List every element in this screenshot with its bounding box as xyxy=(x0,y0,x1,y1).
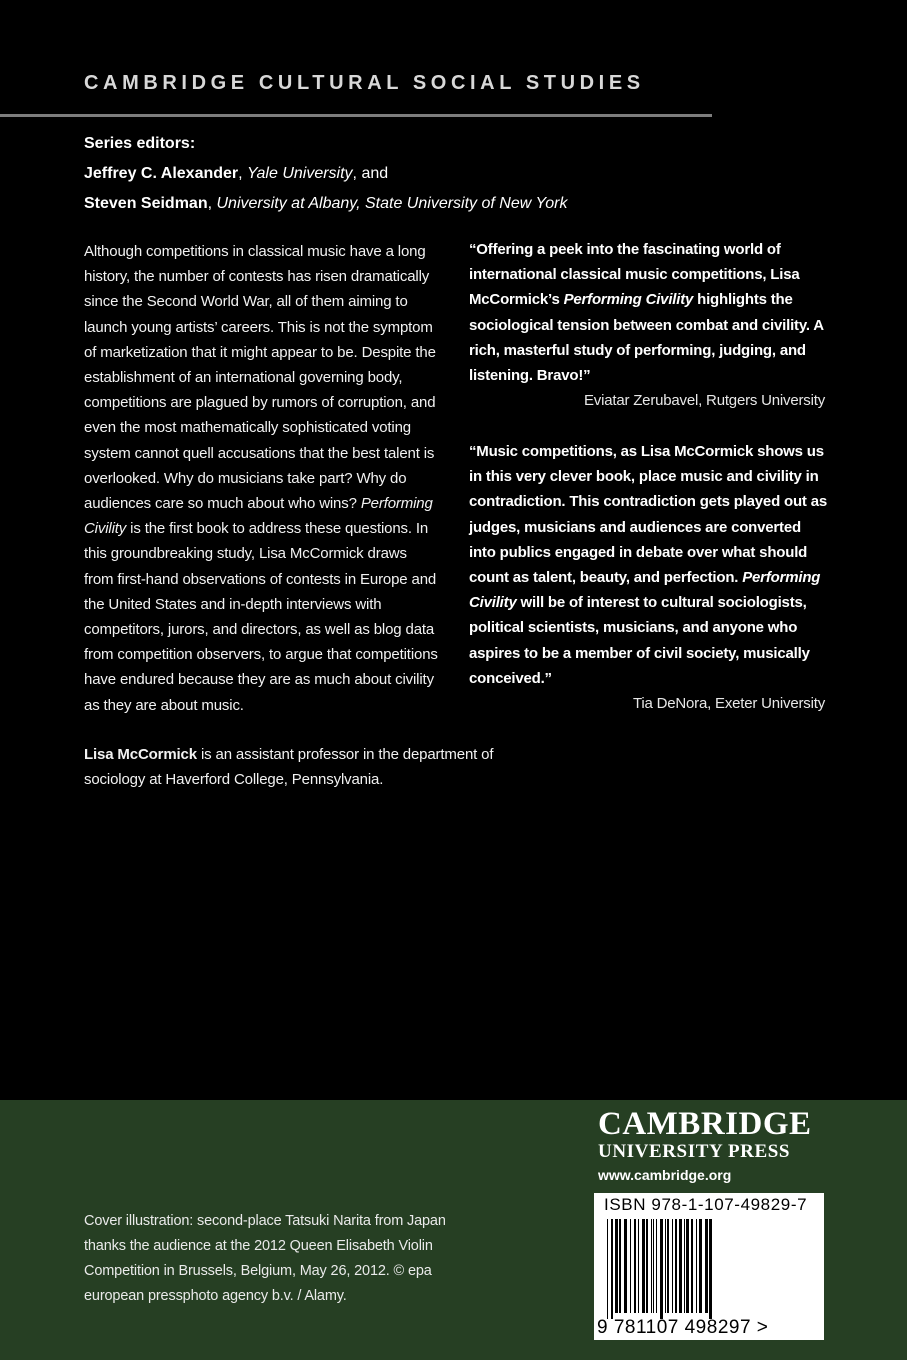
quote-2-part-2: will be of interest to cultural sociologists, political scientists, musicians, and anyone who aspires to be a member of civil society, musically conceived.” xyxy=(469,594,810,687)
endorsement-quote-2 xyxy=(469,439,829,716)
barcode-bar xyxy=(672,1219,673,1313)
barcode-bar xyxy=(686,1219,689,1313)
barcode-bar xyxy=(684,1219,685,1313)
series-title: CAMBRIDGE CULTURAL SOCIAL STUDIES xyxy=(84,72,645,94)
series-divider xyxy=(0,114,712,117)
author-bio-text: is an assistant professor in the department of sociology at Haverford College, Pennsylvania. xyxy=(84,746,494,788)
editor-2-separator: , xyxy=(207,195,217,212)
publisher-logo xyxy=(598,1106,838,1162)
barcode-bar xyxy=(653,1219,654,1313)
barcode-bar xyxy=(675,1219,677,1313)
barcode-digits: 9 781107 498297 > xyxy=(597,1317,769,1338)
editor-1-tail: , and xyxy=(352,165,389,182)
editor-1-name: Jeffrey C. Alexander xyxy=(84,165,239,182)
cover-illustration-credit: Cover illustration: second-place Tatsuki Narita from Japan thanks the audience at the 2012 Queen Elisabeth Violin Competition in Brussels, Belgium, May 26, 2012. © epa european pressphoto agency b.v. / Alamy. xyxy=(84,1213,446,1304)
series-editors xyxy=(84,129,704,219)
barcode-bar xyxy=(651,1219,652,1313)
editor-line-2 xyxy=(84,189,704,219)
quote-1-attribution: Eviatar Zerubavel, Rutgers University xyxy=(583,392,825,410)
series-editors-label: Series editors: xyxy=(84,135,196,152)
editor-line-1 xyxy=(84,159,704,189)
book-description xyxy=(84,239,439,718)
quote-1-part-1: “Offering a peek into the fascinating world of international classical music competitions, Lisa McCormick’s xyxy=(469,241,800,309)
quote-1-part-2: highlights the sociological tension between combat and civility. A rich, masterful study of performing, judging, and listening. Bravo!” xyxy=(469,291,824,385)
isbn-label: ISBN 978-1-107-49829-7 xyxy=(604,1195,808,1214)
barcode-bar xyxy=(611,1219,613,1319)
barcode-bar xyxy=(660,1219,663,1319)
editor-2-affiliation: University at Albany, State University of New York xyxy=(216,195,568,212)
description-part-2: is the first book to address these questions. In this groundbreaking study, Lisa McCormick draws from first-hand observations of contests in Europe and the United States and in-depth interviews with competitors, jurors, and directors, as well as blog data from competition observers, to argue that competitions have endured because they are as much about civility as they are about music. xyxy=(84,520,438,714)
barcode-bar xyxy=(638,1219,639,1313)
author-name: Lisa McCormick xyxy=(84,746,197,763)
publisher-url: www.cambridge.org xyxy=(598,1167,732,1183)
barcode-bar xyxy=(656,1219,657,1313)
publisher-name: CAMBRIDGE xyxy=(598,1106,812,1142)
quote-2-book-title: Performing Civility xyxy=(469,569,821,612)
publisher-subtitle: UNIVERSITY PRESS xyxy=(598,1141,791,1162)
barcode-bar xyxy=(665,1219,666,1313)
isbn-barcode xyxy=(594,1193,824,1340)
barcode-bar xyxy=(634,1219,636,1313)
quote-2-attribution: Tia DeNora, Exeter University xyxy=(632,695,825,713)
editor-1-separator: , xyxy=(238,165,248,182)
barcode-bar xyxy=(696,1219,697,1313)
barcode-bar xyxy=(679,1219,682,1313)
barcode-bar xyxy=(699,1219,702,1313)
description-part-1: Although competitions in classical music have a long history, the number of contests has risen dramatically since the Second World War, all of them aiming to launch young artists’ careers. This is not the symptom of marketization that it might appear to be. Despite the establishment of an international governing body, competitions are plagued by rumors of corruption, and even the most mathematically sophisticated voting system cannot quell accusations that the best talent is overlooked. Why do musicians take part? Why do audiences care so much about who wins? xyxy=(84,243,436,513)
barcode-bar xyxy=(667,1219,669,1313)
barcode-bar xyxy=(709,1219,712,1319)
barcode-bar xyxy=(691,1219,693,1313)
barcode-bar xyxy=(615,1219,618,1313)
quote-2-part-1: “Music competitions, as Lisa McCormick shows us in this very clever book, place music and civility in contradiction. This contradiction gets played out as judges, musicians and audiences are converted into publics engaged in debate over what should count as talent, beauty, and perfection. xyxy=(469,443,827,587)
quote-1-book-title: Performing Civility xyxy=(563,291,694,309)
barcode-bar xyxy=(619,1219,621,1313)
editor-1-affiliation: Yale University xyxy=(247,165,353,182)
author-bio xyxy=(84,742,504,792)
barcode-bar xyxy=(642,1219,645,1313)
barcode-bar xyxy=(624,1219,627,1313)
endorsement-quote-1 xyxy=(469,237,829,413)
editor-2-name: Steven Seidman xyxy=(84,195,208,212)
barcode-bar xyxy=(705,1219,708,1313)
barcode-bar xyxy=(607,1219,608,1319)
description-book-title: Performing Civility xyxy=(84,495,433,538)
barcode-bar xyxy=(630,1219,631,1313)
barcode-bar xyxy=(646,1219,648,1313)
